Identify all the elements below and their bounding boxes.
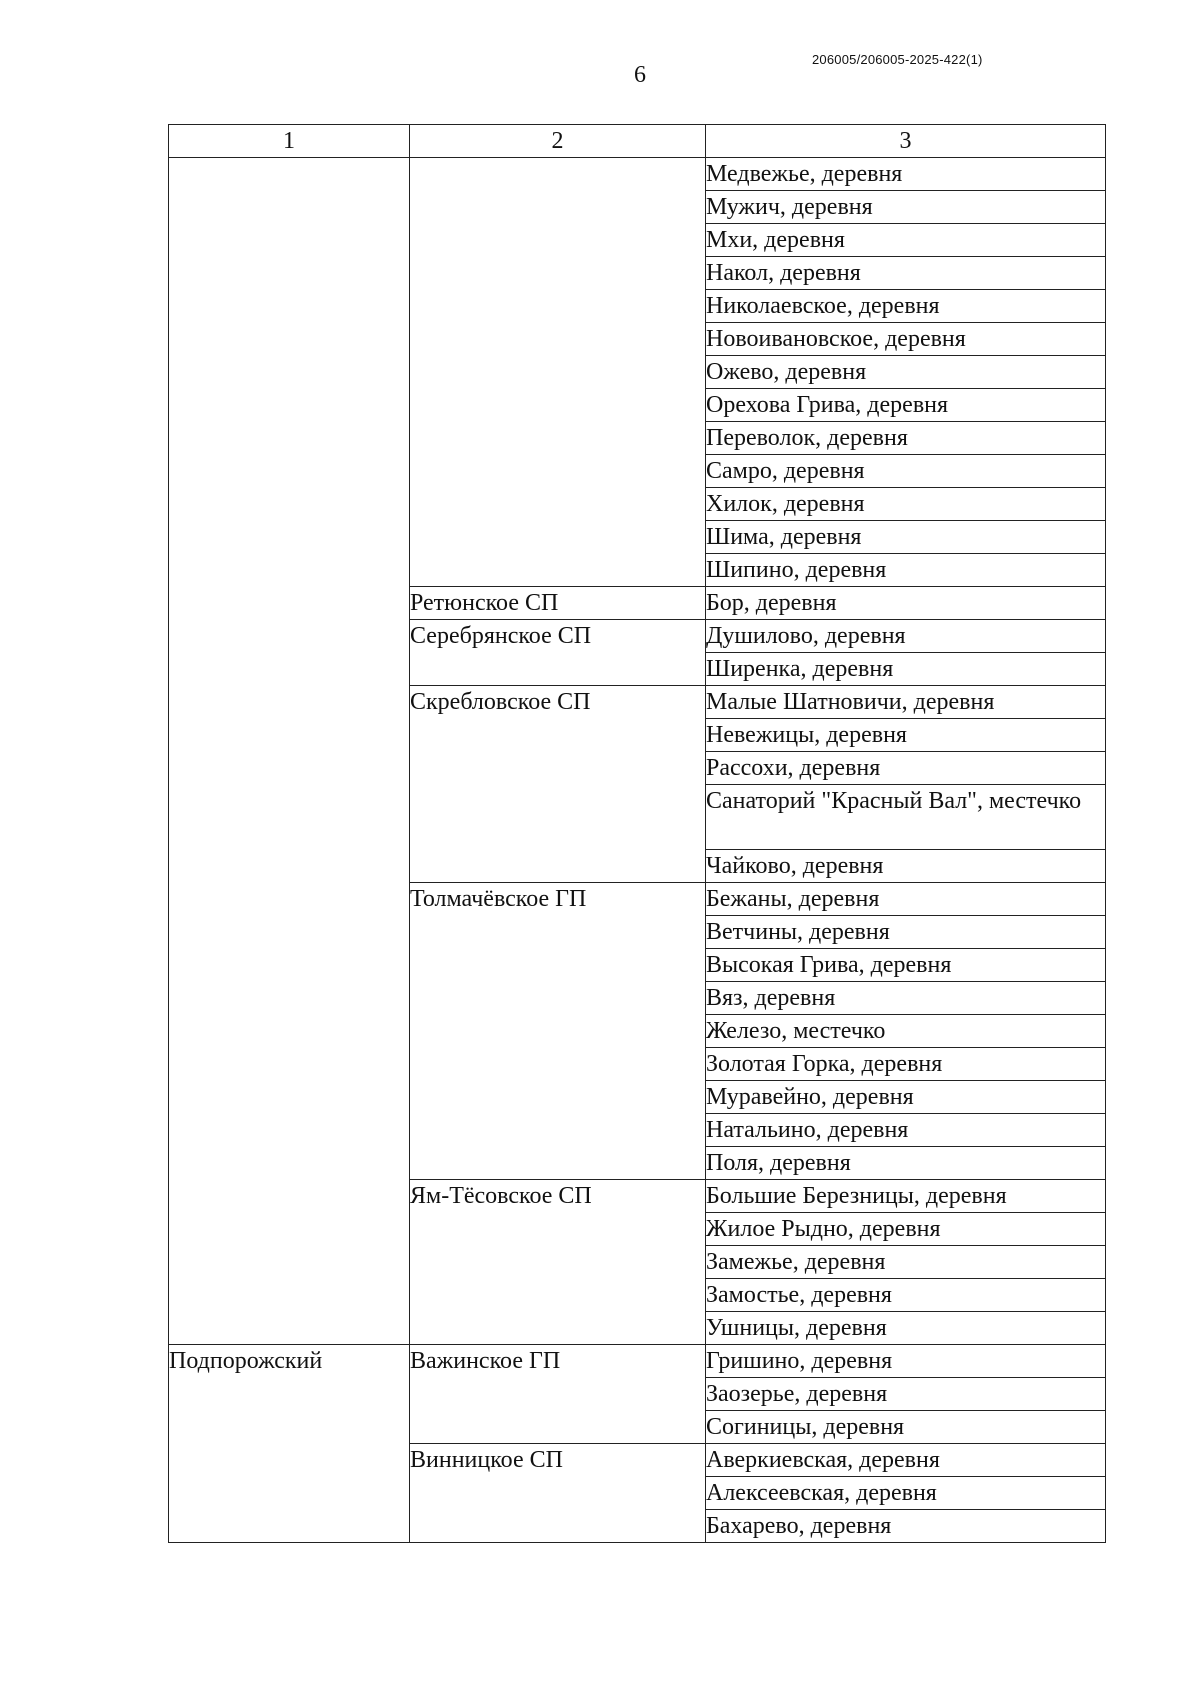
- place-cell: Гришино, деревня: [706, 1345, 1106, 1378]
- place-cell: Шима, деревня: [706, 521, 1106, 554]
- table-header-row: [169, 125, 1106, 158]
- place-cell: Высокая Грива, деревня: [706, 949, 1106, 982]
- document-code: 206005/206005-2025-422(1): [812, 52, 983, 67]
- place-cell: Медвежье, деревня: [706, 158, 1106, 191]
- place-cell: Мужич, деревня: [706, 191, 1106, 224]
- settlement-cell: Серебрянское СП: [410, 620, 706, 686]
- place-cell: Большие Березницы, деревня: [706, 1180, 1106, 1213]
- place-cell: Бор, деревня: [706, 587, 1106, 620]
- place-cell: Невежицы, деревня: [706, 719, 1106, 752]
- place-cell: Хилок, деревня: [706, 488, 1106, 521]
- place-cell: Новоивановское, деревня: [706, 323, 1106, 356]
- place-cell: Согиницы, деревня: [706, 1411, 1106, 1444]
- place-cell: Вяз, деревня: [706, 982, 1106, 1015]
- place-cell: Заозерье, деревня: [706, 1378, 1106, 1411]
- place-cell: Бахарево, деревня: [706, 1510, 1106, 1543]
- place-cell: Орехова Грива, деревня: [706, 389, 1106, 422]
- header-col-3: 3: [706, 125, 1106, 158]
- place-cell: Рассохи, деревня: [706, 752, 1106, 785]
- place-cell: Замостье, деревня: [706, 1279, 1106, 1312]
- place-cell: Поля, деревня: [706, 1147, 1106, 1180]
- place-cell: Чайково, деревня: [706, 850, 1106, 883]
- settlement-cell: Ретюнское СП: [410, 587, 706, 620]
- place-cell: Санаторий "Красный Вал", местечко: [706, 785, 1106, 850]
- district-cell: Подпорожский: [169, 1345, 410, 1543]
- place-cell: Замежье, деревня: [706, 1246, 1106, 1279]
- settlement-cell: Скребловское СП: [410, 686, 706, 883]
- place-cell: Ширенка, деревня: [706, 653, 1106, 686]
- settlement-cell: Винницкое СП: [410, 1444, 706, 1543]
- settlement-cell: Толмачёвское ГП: [410, 883, 706, 1180]
- place-cell: Ушницы, деревня: [706, 1312, 1106, 1345]
- district-cell: [169, 158, 410, 1345]
- table-body: [169, 158, 1106, 1543]
- place-cell: Железо, местечко: [706, 1015, 1106, 1048]
- place-cell: Мхи, деревня: [706, 224, 1106, 257]
- place-cell: Жилое Рыдно, деревня: [706, 1213, 1106, 1246]
- page-number: 6: [634, 62, 646, 88]
- place-cell: Самро, деревня: [706, 455, 1106, 488]
- settlement-cell: Важинское ГП: [410, 1345, 706, 1444]
- table-row: [169, 158, 1106, 191]
- settlement-cell: Ям-Тёсовское СП: [410, 1180, 706, 1345]
- place-cell: Накол, деревня: [706, 257, 1106, 290]
- place-cell: Ветчины, деревня: [706, 916, 1106, 949]
- place-cell: Алексеевская, деревня: [706, 1477, 1106, 1510]
- place-cell: Золотая Горка, деревня: [706, 1048, 1106, 1081]
- place-cell: Малые Шатновичи, деревня: [706, 686, 1106, 719]
- place-cell: Шипино, деревня: [706, 554, 1106, 587]
- header-col-1: 1: [169, 125, 410, 158]
- place-cell: Натальино, деревня: [706, 1114, 1106, 1147]
- place-cell: Ожево, деревня: [706, 356, 1106, 389]
- place-cell: Душилово, деревня: [706, 620, 1106, 653]
- place-cell: Переволок, деревня: [706, 422, 1106, 455]
- place-cell: Аверкиевская, деревня: [706, 1444, 1106, 1477]
- header-col-2: 2: [410, 125, 706, 158]
- place-cell: Муравейно, деревня: [706, 1081, 1106, 1114]
- table-row: [169, 1345, 1106, 1378]
- settlement-cell: [410, 158, 706, 587]
- place-cell: Николаевское, деревня: [706, 290, 1106, 323]
- settlements-table: [168, 124, 1106, 1543]
- place-cell: Бежаны, деревня: [706, 883, 1106, 916]
